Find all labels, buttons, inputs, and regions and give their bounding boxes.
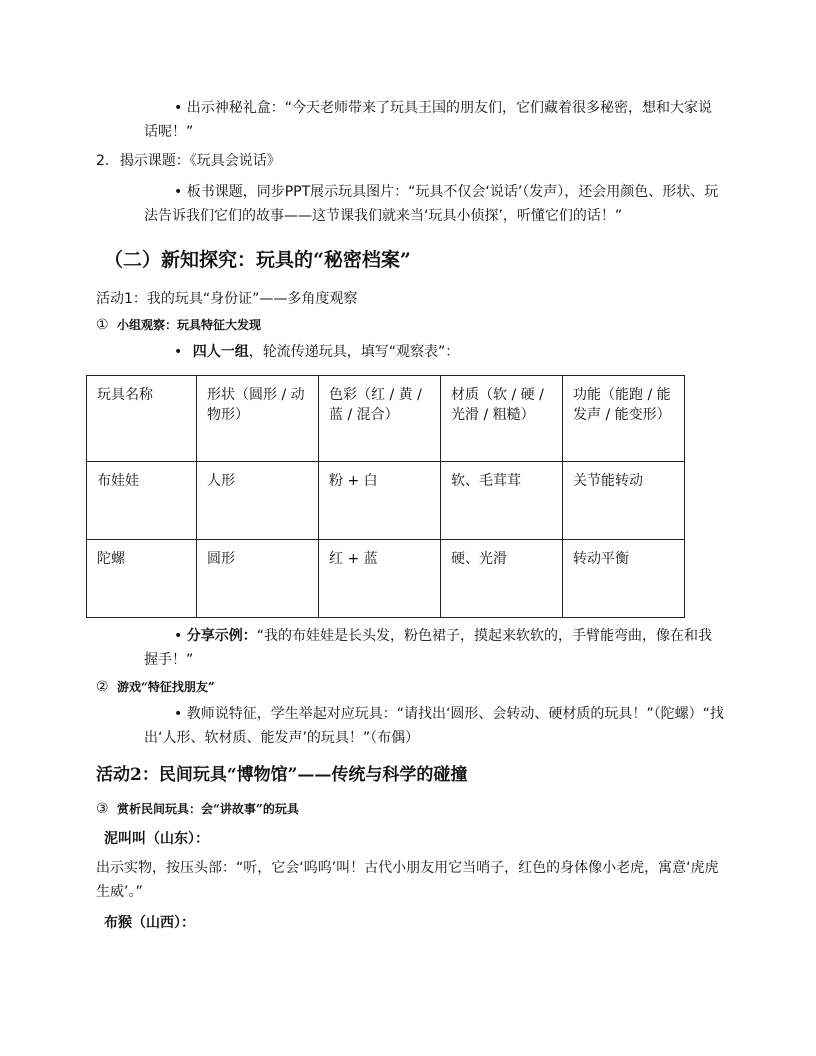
sub-title: 小组观察：玩具特征大发现 [117,318,262,332]
table-cell: 粉 + 白 [319,462,441,540]
intro-bullet-2 [144,180,724,228]
group-instruction [174,341,459,361]
observation-table [86,375,685,618]
group-bold: 四人一组 [192,344,249,360]
activity-2-title: 活动2：民间玩具“博物馆”——传统与科学的碰撞 [96,765,468,785]
sub-heading-1 [96,316,261,333]
sub-heading-3 [96,800,299,817]
circled-number: ② [96,679,109,695]
section-heading: （二）新知探究：玩具的“秘密档案” [104,249,411,271]
table-cell: 陀螺 [87,540,197,618]
bullet-label: 出示神秘礼盒： [186,100,285,116]
circled-number: ① [96,317,109,333]
activity-1-title: 活动1：我的玩具“身份证”——多角度观察 [96,291,358,307]
share-label: 分享示例： [186,628,257,644]
bullet-dot-icon: • [174,344,183,360]
table-header-cell: 玩具名称 [87,376,197,462]
table-row [87,462,685,540]
bullet-dot-icon: • [174,184,183,200]
table-header-cell: 材质（软 / 硬 / 光滑 / 粗糙） [441,376,563,462]
step-title: 揭示课题：《玩具会说话》 [119,153,281,169]
share-text: “我的布娃娃是长头发，粉色裙子，摸起来软软的，手臂能弯曲，像在和我握手！” [144,628,712,668]
group-rest: ，轮流传递玩具，填写“观察表”： [248,344,460,360]
bullet-dot-icon: • [174,628,183,644]
circled-number: ③ [96,801,109,817]
sub-title: 游戏“特征找朋友” [117,680,215,694]
table-header-cell: 功能（能跑 / 能发声 / 能变形） [563,376,685,462]
table-row [87,540,685,618]
game-description [144,702,724,750]
toy-title-nijiaojiao: 泥叫叫（山东）： [104,831,209,847]
table-cell: 软、毛茸茸 [441,462,563,540]
table-cell: 人形 [197,462,319,540]
step-2 [96,150,281,172]
table-cell: 转动平衡 [563,540,685,618]
table-header-cell: 形状（圆形 / 动物形） [197,376,319,462]
bullet-label: 板书课题， [186,184,257,200]
bullet-text: 同步PPT展示玩具图片：“玩具不仅会‘说话’（发声），还会用颜色、形状、玩法告诉我们它们的故事——这节课我们就来当‘玩具小侦探’，听懂它们的话！” [144,184,719,224]
table-cell: 关节能转动 [563,462,685,540]
bullet-dot-icon: • [174,706,183,722]
bullet-text: “今天老师带来了玩具王国的朋友们，它们藏着很多秘密，想和大家说话呢！” [144,100,712,140]
table-header-row [87,376,685,462]
table-cell: 布娃娃 [87,462,197,540]
sub-heading-2 [96,678,215,695]
bullet-dot-icon: • [174,100,183,116]
sub-title: 赏析民间玩具：会“讲故事”的玩具 [117,802,299,816]
table-cell: 红 + 蓝 [319,540,441,618]
share-example [144,624,724,672]
step-number: 2. [96,153,110,169]
game-text: 教师说特征，学生举起对应玩具：“请找出‘圆形、会转动、硬材质的玩具！”（陀螺）“找出‘人形、软材质、能发声’的玩具！”（布偶） [144,706,724,746]
table-cell: 圆形 [197,540,319,618]
table-cell: 硬、光滑 [441,540,563,618]
toy-title-buhou: 布猴（山西）： [104,915,195,931]
intro-bullet-1 [144,96,724,144]
table-header-cell: 色彩（红 / 黄 / 蓝 / 混合） [319,376,441,462]
toy-description-nijiaojiao: 出示实物，按压头部：“听，它会‘呜呜’叫！古代小朋友用它当哨子，红色的身体像小老虎，寓意‘虎虎生威’。” [96,860,719,900]
